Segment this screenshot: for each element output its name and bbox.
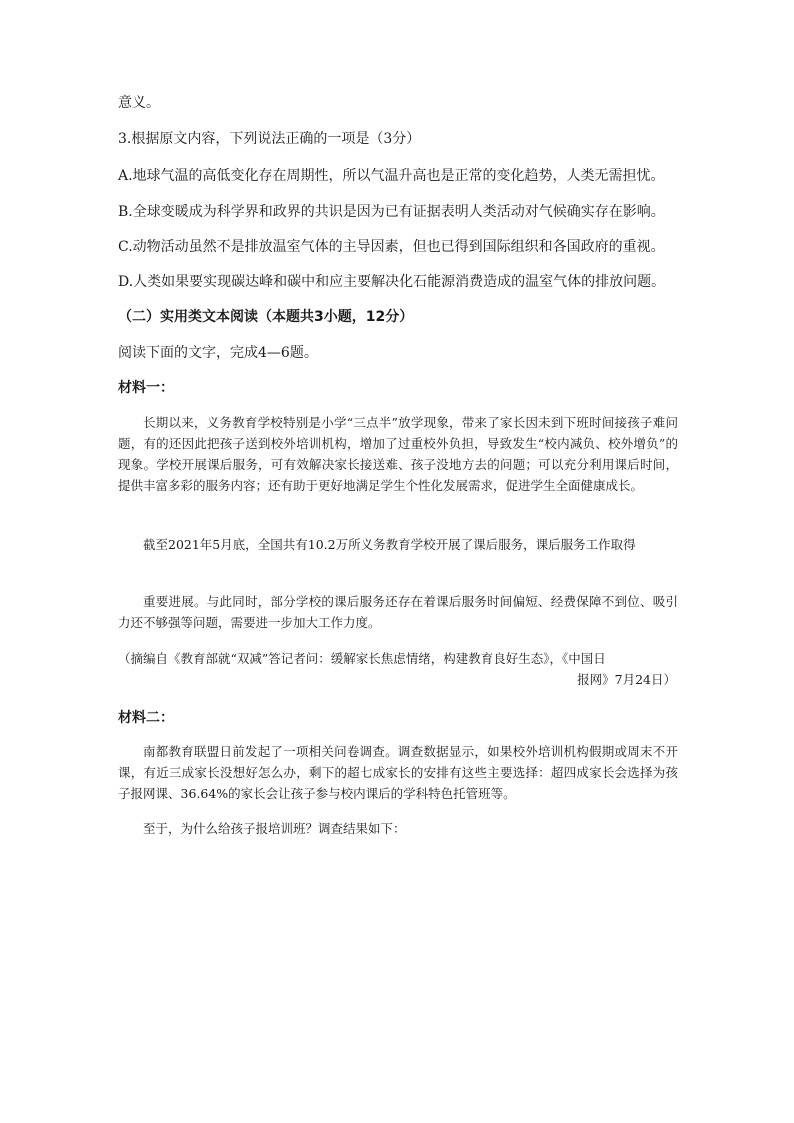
material-1-source-line-2: 报网》7月24日） xyxy=(577,672,676,687)
material-2-paragraph-1: 南都教育联盟日前发起了一项相关问卷调查。调查数据显示，如果校外培训机构假期或周末不开课，有近三成家长没想好怎么办，剩下的超七成家长的安排有这些主要选择：超四成家长会选择为孩子报网课、36.64%的家长会让孩子参与校内课后的学科特色托管班等。 xyxy=(118,744,678,801)
material-1-paragraph-2b: 重要进展。与此同时，部分学校的课后服务还存在着课后服务时间偏短、经费保障不到位、吸引力还不够强等问题，需要进一步加大工作力度。 xyxy=(118,594,678,630)
option-a: A.地球气温的高低变化存在周期性，所以气温升高也是正常的变化趋势，人类无需担忧。 xyxy=(118,168,665,184)
section-2-instruction: 阅读下面的文字，完成4—6题。 xyxy=(118,345,318,361)
material-1-label: 材料一： xyxy=(118,380,174,396)
option-c: C.动物活动虽然不是排放温室气体的主导因素，但也已得到国际组织和各国政府的重视。 xyxy=(118,239,665,255)
material-2-paragraph-2: 至于，为什么给孩子报培训班？调查结果如下： xyxy=(143,821,406,836)
material-2-label: 材料二： xyxy=(118,710,174,726)
option-b: B.全球变暖成为科学界和政界的共识是因为已有证据表明人类活动对气候确实存在影响。 xyxy=(118,204,665,220)
material-1-source-line-1: （摘编自《教育部就“双减”答记者问：缓解家长焦虑情绪，构建教育良好生态》，《中国日 xyxy=(118,651,606,666)
option-d: D.人类如果要实现碳达峰和碳中和应主要解决化石能源消费造成的温室气体的排放问题。 xyxy=(118,274,666,290)
continuation-text: 意义。 xyxy=(118,95,160,111)
material-1-paragraph-2a: 截至2021年5月底，全国共有10.2万所义务教育学校开展了课后服务，课后服务工作取得 xyxy=(143,537,636,552)
question-3-stem: 3.根据原文内容，下列说法正确的一项是（3分） xyxy=(118,131,421,147)
section-2-heading: （二）实用类文本阅读（本题共3小题，12分） xyxy=(118,309,414,325)
material-1-paragraph-1: 长期以来，义务教育学校特别是小学“三点半”放学现象，带来了家长因未到下班时间接孩子难问题，有的还因此把孩子送到校外培训机构，增加了过重校外负担，导致发生“校内减负、校外增负”的现象。学校开展课后服务，可有效解决家长接送难、孩子没地方去的问题；可以充分利用课后时间，提供丰富多彩的服务内容；还有助于更好地满足学生个性化发展需求，促进学生全面健康成长。 xyxy=(118,415,678,493)
